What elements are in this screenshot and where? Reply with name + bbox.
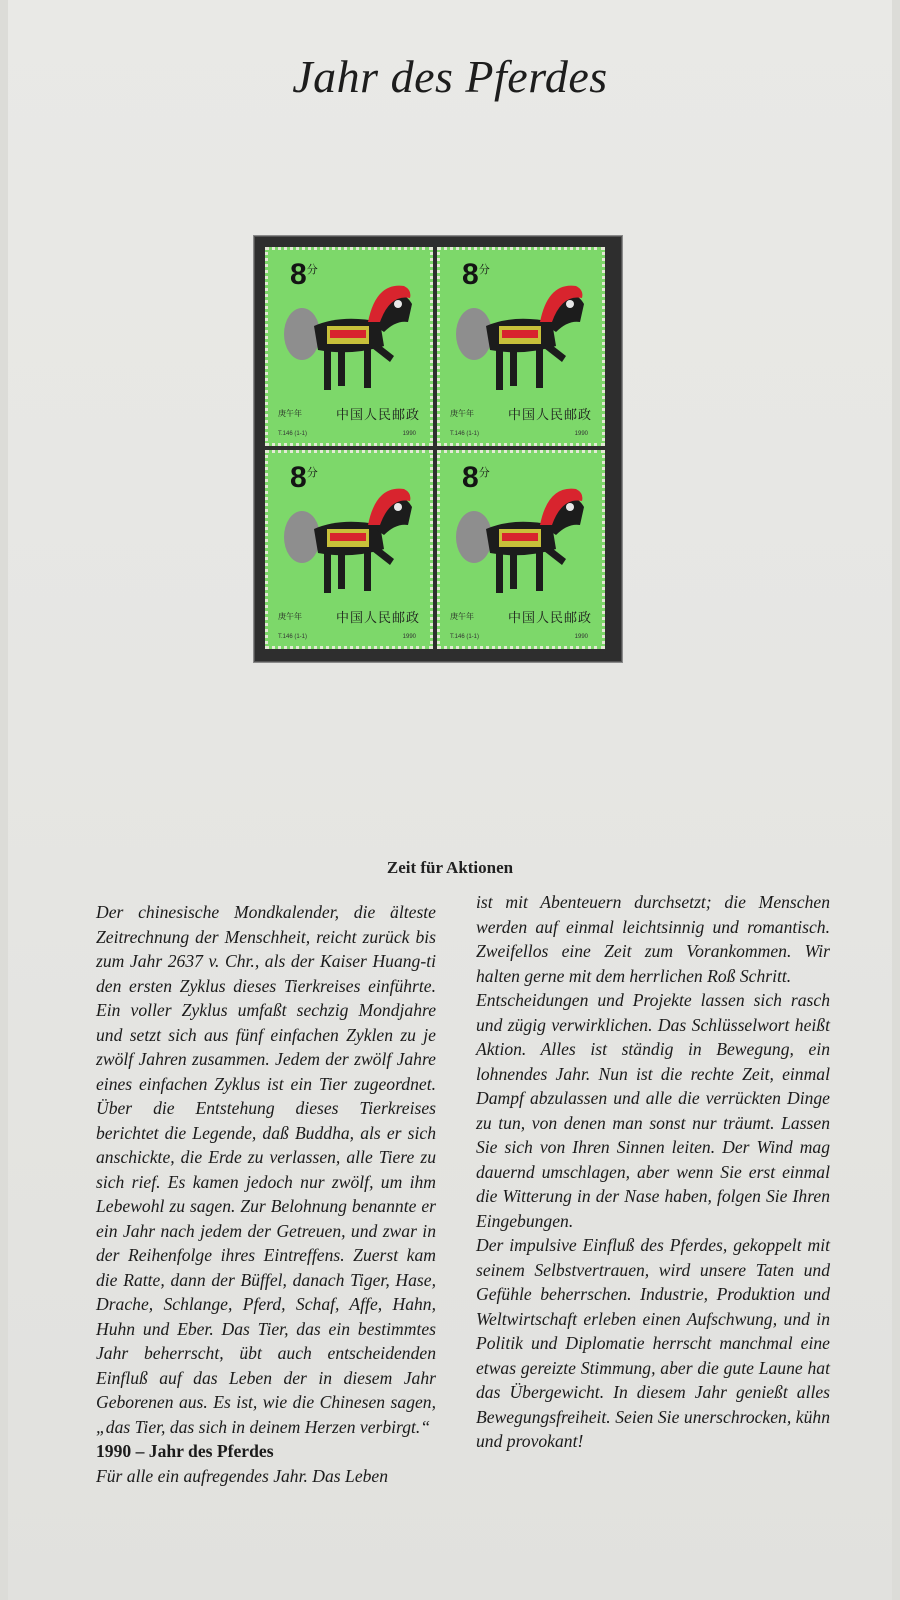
horse-illustration bbox=[272, 479, 432, 609]
stamp bbox=[265, 247, 433, 446]
section-heading: Zeit für Aktionen bbox=[386, 858, 514, 877]
album-page bbox=[8, 0, 892, 1600]
page-title: Jahr des Pferdes bbox=[292, 51, 608, 102]
stamp-year: 1990 bbox=[574, 431, 588, 437]
stamp bbox=[437, 247, 605, 446]
stamp-block bbox=[265, 247, 605, 649]
stamp-value: $8^分$ bbox=[290, 461, 318, 494]
stamp-country: 中国人民邮政 bbox=[335, 408, 420, 423]
stamp-year: 1990 bbox=[402, 431, 416, 437]
stamp-code: T.146 (1-1) bbox=[450, 634, 480, 640]
stamp-year: 1990 bbox=[402, 634, 416, 640]
body-paragraph: Für alle ein aufregendes Jahr. Das Leben bbox=[96, 1465, 389, 1486]
stamp-country: 中国人民邮政 bbox=[335, 611, 420, 626]
text-column-left bbox=[96, 900, 436, 1488]
stamp-value: $8^分$ bbox=[290, 258, 318, 291]
stamp-code: T.146 (1-1) bbox=[450, 431, 480, 437]
stamp-value: $8^分$ bbox=[462, 258, 490, 291]
horse-illustration bbox=[444, 276, 604, 406]
stamp-value: $8^分$ bbox=[462, 461, 490, 494]
stamp-subtitle: 庚午年 bbox=[278, 612, 302, 621]
stamp-year: 1990 bbox=[574, 634, 588, 640]
horse-illustration bbox=[272, 276, 432, 406]
body-paragraph: Der chinesische Mondkalender, die älteste Zeitrechnung der Menschheit, reicht zurück bis zum Jahr 2637 v. Chr., als der Kaiser Huang-ti den ersten Zyklus dieses Tierkreises einführte. Ein voller Zyklus umfaßt sechzig Mondjahre und setzt sich aus fünf einfachen Zyklen zu je zwölf Jahren zusammen. Jedem der zwölf Jahre eines einfachen Zyklus ist ein Tier zugeordnet. Über die Entstehung dieses Tierkreises berichtet die Legende, daß Buddha, als er sich anschickte, die Erde zu verlassen, alle Tiere zu sich rief. Es kamen jedoch nur zwölf, um ihm Lebewohl zu sagen. Zur Belohnung benannte er ein Jahr nach jedem der Getreuen, und zwar in der Reihenfolge ihres Eintreffens. Zuerst kam die Ratte, dann der Büffel, danach Tiger, Hase, Drache, Schlange, Pferd, Schaf, Affe, Hahn, Huhn und Eber. Das Tier, das ein bestimmtes Jahr beherrscht, übt auch entscheidenden Einfluß auf das Leben der in diesem Jahr Geborenen aus. Es ist, wie die Chinesen sagen, „das Tier, das sich in deinem Herzen verbirgt.“ bbox=[96, 902, 436, 1437]
stamp bbox=[437, 450, 605, 649]
stamp-code: T.146 (1-1) bbox=[278, 431, 308, 437]
stamp-country: 中国人民邮政 bbox=[507, 611, 592, 626]
body-paragraph: Entscheidungen und Projekte lassen sich rasch und zügig verwirklichen. Das Schlüsselwort heißt Aktion. Alles ist ständig in Bewegung, ein lohnendes Jahr. Nun ist die rechte Zeit, einmal Dampf abzulassen und alle die verrückten Dinge zu tun, von denen man sonst nur träumt. Lassen Sie sich von Ihren Sinnen leiten. Der Wind mag dauernd umschlagen, aber wenn Sie erst einmal die Witterung in der Nase haben, folgen Sie Ihren Eingebungen. bbox=[476, 990, 830, 1231]
text-column-right bbox=[476, 890, 830, 1454]
body-paragraph: ist mit Abenteuern durchsetzt; die Menschen werden auf einmal leichtsinnig und romantisch. Zweifellos eine Zeit zum Vorankommen. Wir halten gerne mit dem herrlichen Roß Schritt. bbox=[476, 892, 830, 986]
horse-illustration bbox=[444, 479, 604, 609]
body-paragraph: Der impulsive Einfluß des Pferdes, gekoppelt mit seinem Selbstvertrauen, wird unsere Taten und Gefühle beherrschen. Industrie, Produktion und Weltwirtschaft erleben einen Aufschwung, und in Politik und Diplomatie herrscht manchmal eine etwas gereizte Stimmung, aber die gute Laune hat das Übergewicht. In diesem Jahr genießt alles Bewegungsfreiheit. Seien Sie unerschrocken, kühn und provokant! bbox=[476, 1235, 830, 1451]
stamp-subtitle: 庚午年 bbox=[278, 409, 302, 418]
stamp-country: 中国人民邮政 bbox=[507, 408, 592, 423]
stamp-code: T.146 (1-1) bbox=[278, 634, 308, 640]
stamp-subtitle: 庚午年 bbox=[450, 612, 474, 621]
stamp-subtitle: 庚午年 bbox=[450, 409, 474, 418]
stamp-mount bbox=[254, 236, 622, 662]
stamp bbox=[265, 450, 433, 649]
sub-heading: 1990 – Jahr des Pferdes bbox=[96, 1441, 274, 1461]
